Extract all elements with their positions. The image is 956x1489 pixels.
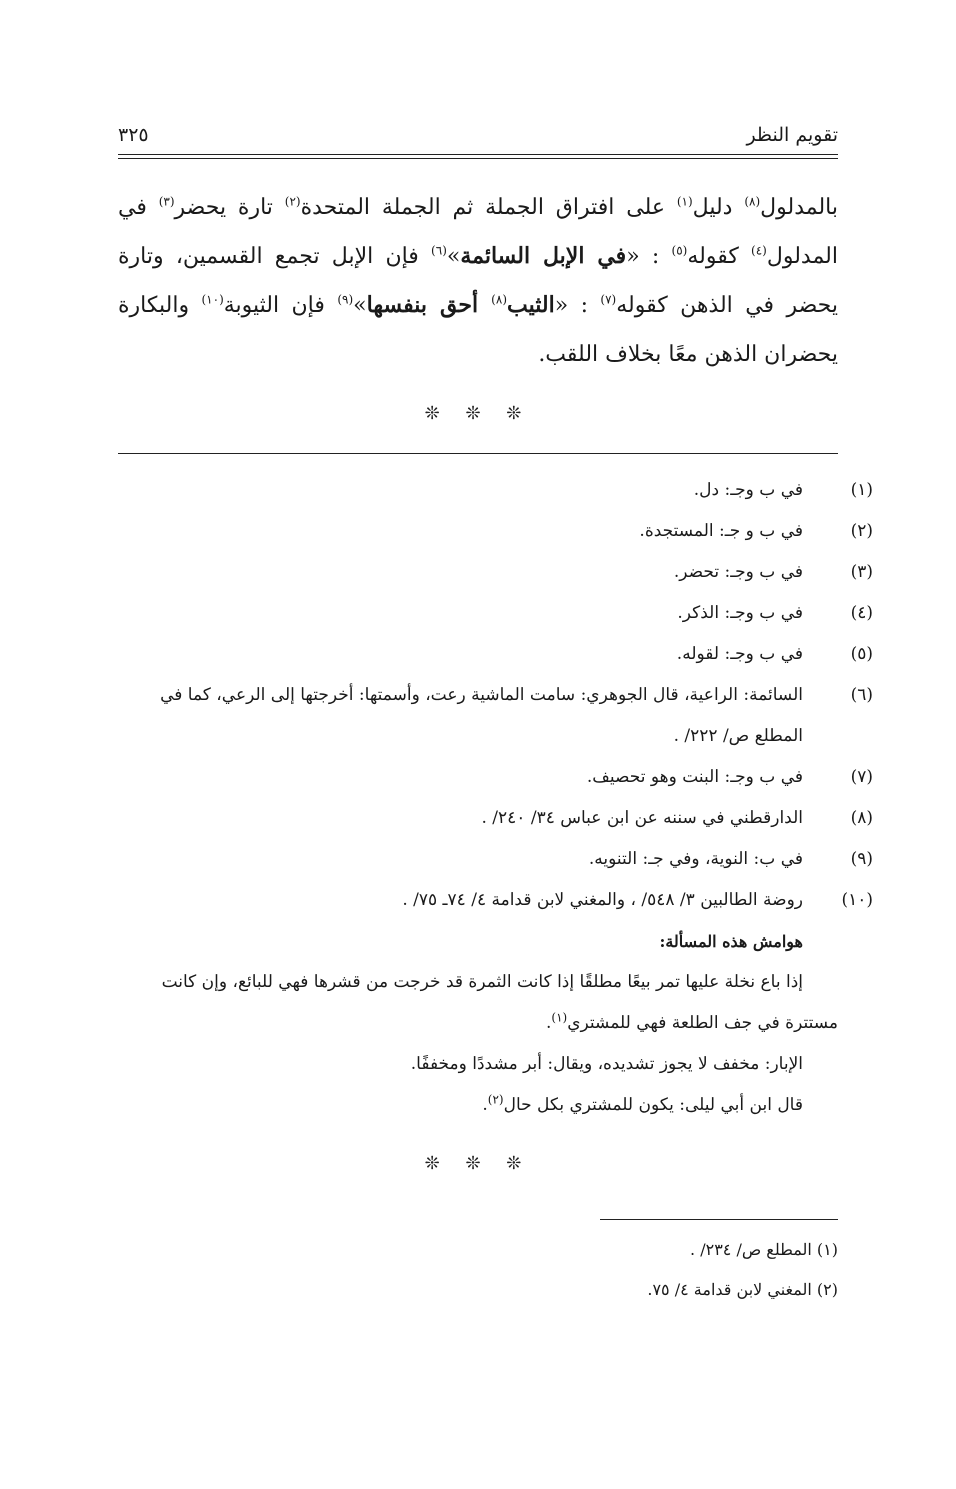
hadith-quote: في الإبل السائمة (460, 243, 627, 269)
footnote-rule (118, 453, 838, 454)
hadith-quote: أحق بنفسها (366, 292, 492, 318)
footnotes (118, 470, 873, 1126)
footnote-ref[interactable]: (٥) (671, 243, 688, 258)
footnote: (١)في ب وجـ: دل. (693, 480, 873, 500)
page-number: ٣٢٥ (118, 124, 149, 146)
footnote: (٤)في ب وجـ: الذكر. (677, 603, 873, 623)
footnote-ref[interactable]: (٤) (751, 243, 767, 258)
hadith-quote: الثيب (507, 292, 555, 318)
footnote-ref[interactable]: (٨) (744, 194, 761, 209)
margins-paragraph: إذا باع نخلة عليها تمر بيعًا مطلقًا إذا كانت الثمرة قد خرجت من قشرها فهي للبائع، وإن كانت مستترة في جف الطلعة فهي للمشتري$^{(١)}$. (161, 972, 838, 1033)
footnote: (٣)في ب وجـ: تحضر. (673, 562, 873, 582)
footnote: (٩)في ب: النوية، وفي جـ: التنويه. (588, 849, 873, 869)
page-header (118, 118, 838, 152)
footnote: (٢)في ب و جـ: المستجدة. (639, 521, 873, 541)
header-rule (118, 154, 838, 155)
main-text (118, 183, 838, 379)
footnote-ref[interactable]: (٦) (431, 243, 447, 258)
footnote-ref[interactable]: (٨) (491, 292, 507, 307)
footnote-ref[interactable]: (١) (676, 194, 693, 209)
endnote: (٢) المغني لابن قدامة ٤/ ٧٥. (647, 1280, 838, 1299)
footnote: (٦)السائمة: الراعية، قال الجوهري: سامت الماشية رعت، وأسمتها: أخرجتها إلى الرعي، كما في المطلع ص/ ٢٢٢/ . (160, 685, 873, 746)
footnote: (٥)في ب وجـ: لقوله. (676, 644, 873, 664)
section-separator: ❊ ❊ ❊ (424, 403, 532, 424)
header-rule-double (118, 158, 838, 159)
margins-paragraph: قال ابن أبي ليلى: يكون للمشتري بكل حال$^{(٢)}$. (482, 1092, 803, 1115)
footnote-ref[interactable]: (٧) (600, 292, 617, 307)
footnote-ref[interactable]: (٩) (337, 292, 354, 307)
endnote-ref[interactable]: (١) (551, 1010, 568, 1025)
endnote-rule (600, 1219, 838, 1220)
endnote: (١) المطلع ص/ ٢٣٤/ . (690, 1240, 838, 1259)
footnote: (٨)الدارقطني في سننه عن ابن عباس ٣٤/ ٢٤٠/ . (481, 808, 873, 828)
margins-heading: هوامش هذه المسألة: (659, 932, 803, 951)
footnote: (١٠)روضة الطالبين ٣/ ٥٤٨/ ، والمغني لابن قدامة ٤/ ٧٤ـ ٧٥/ . (402, 890, 873, 910)
endnote-ref[interactable]: (٢) (487, 1092, 504, 1107)
main-paragraph: بالمدلول$^{(٨)}$ دليل$^{(١)}$ على افتراق الجملة ثم الجملة المتحدة$^{(٢)}$ تارة يحضر$^{(٣)}$ في المدلول$^{(٤)}$ كقوله$^{(٥)}$ : «في الإبل السائمة»$^{(٦)}$ فإن الإبل تجمع القسمين، وتارة يحضر في الذهن كقوله$^{(٧)}$ : «الثيب$^{(٨)}$ أحق بنفسها»$^{(٩)}$ فإن الثيوبة$^{(١٠)}$ والبكارة يحضران الذهن معًا بخلاف اللقب. (118, 194, 838, 367)
footnote-ref[interactable]: (٣) (158, 194, 175, 209)
endnotes (118, 1230, 838, 1310)
margins-paragraph: الإبار: مخفف لا يجوز تشديده، ويقال: أبر مشددًا ومخففًا. (410, 1054, 803, 1074)
footnote-ref[interactable]: (١٠) (201, 292, 224, 307)
footnote: (٧)في ب وجـ: البنت وهو تحصيف. (586, 767, 873, 787)
running-title: تقويم النظر (746, 124, 838, 146)
footnote-ref[interactable]: (٢) (284, 194, 301, 209)
section-separator: ❊ ❊ ❊ (424, 1153, 532, 1174)
